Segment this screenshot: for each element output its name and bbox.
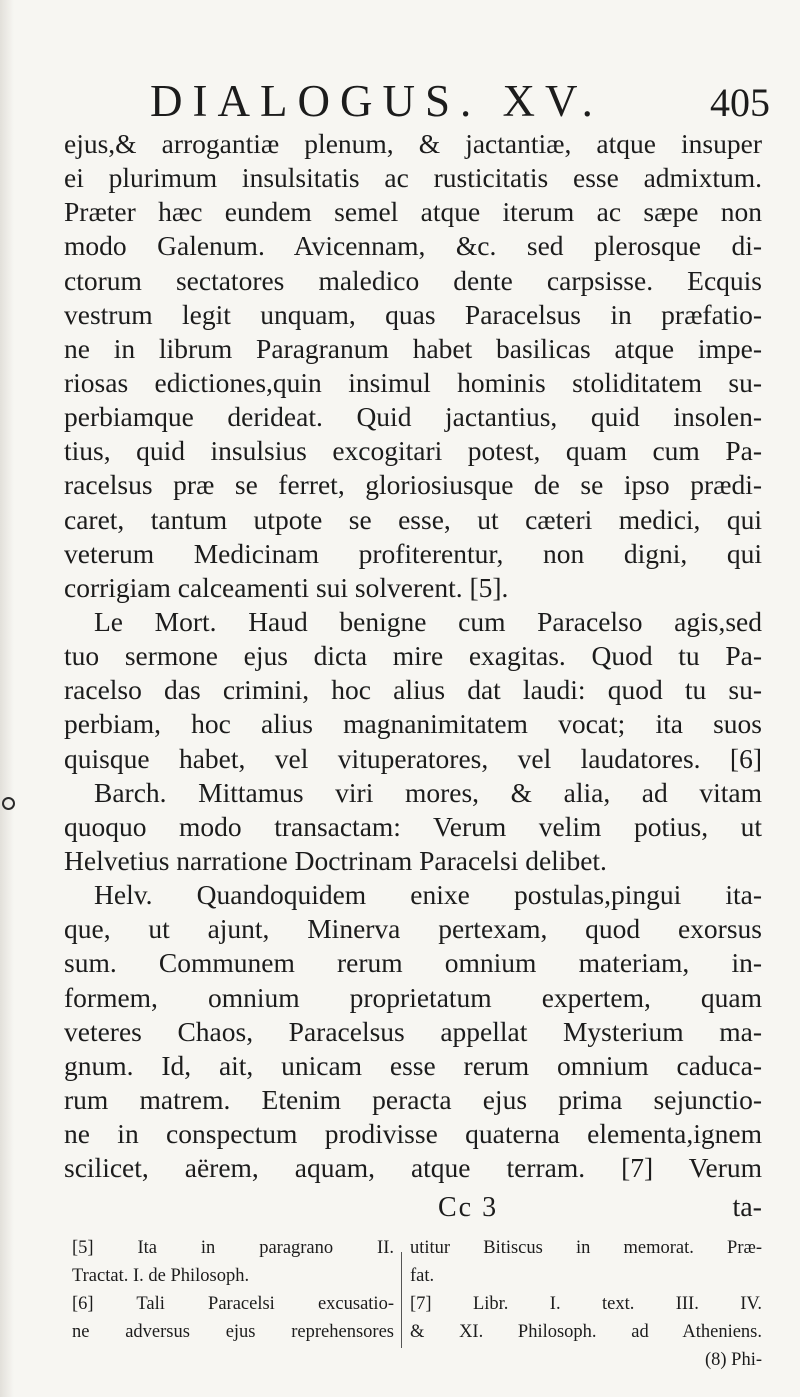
text-line: riosas edictiones,quin insimul hominis stoliditatem su- <box>64 366 762 398</box>
text-line: tius, quid insulsius excogitari potest, quam cum Pa- <box>64 435 762 467</box>
footnote-line: Tractat. I. de Philosoph. <box>72 1266 250 1286</box>
text-line: rum matrem. Etenim peracta ejus prima sejunctio- <box>64 1083 762 1115</box>
footnotes-right-column <box>410 1234 762 1374</box>
text-line: Helvetius narratione Doctrinam Paracelsi delibet. <box>64 844 607 876</box>
page-gutter-shadow <box>0 0 14 1397</box>
footnote-catchword: (8) Phi- <box>704 1350 762 1370</box>
catchword: ta- <box>732 1192 762 1223</box>
text-line: sum. Communem rerum omnium materiam, in- <box>64 947 762 979</box>
footnote-line: utitur Bitiscus in memorat. Præ- <box>410 1238 762 1258</box>
running-title: DIALOGUS. XV. <box>150 76 603 126</box>
footnote-line: [6] Tali Paracelsi excusatio- <box>72 1294 394 1314</box>
text-line: corrigiam calceamenti sui solverent. [5]. <box>64 571 509 603</box>
text-line: scilicet, aërem, aquam, atque terram. [7] Verum <box>64 1152 762 1184</box>
text-line: perbiamque derideat. Quid jactantius, quid insolen- <box>64 401 762 433</box>
paragraph-start-line: Barch. Mittamus viri mores, & alia, ad vitam <box>94 776 762 808</box>
text-line: ejus,& arrogantiæ plenum, & jactantiæ, atque insuper <box>64 128 762 159</box>
text-line: tuo sermone ejus dicta mire exagitas. Quod tu Pa- <box>64 640 762 672</box>
paragraph-start-line: Le Mort. Haud benigne cum Paracelso agis,sed <box>94 605 762 637</box>
signature-mark: Cc 3 <box>438 1192 499 1223</box>
signature-line <box>64 1192 762 1226</box>
footnotes-left-column <box>72 1234 394 1346</box>
margin-mark-dot <box>2 797 15 810</box>
text-line: gnum. Id, ait, unicam esse rerum omnium caduca- <box>64 1049 762 1081</box>
text-line: perbiam, hoc alius magnanimitatem vocat; ita suos <box>64 708 762 740</box>
footnotes <box>72 1234 762 1374</box>
text-line: racelsus præ se ferret, gloriosiusque de se ipso prædi- <box>64 469 762 501</box>
text-line: vestrum legit unquam, quas Paracelsus in præfatio- <box>64 298 762 330</box>
text-line: veteres Chaos, Paracelsus appellat Mysterium ma- <box>64 1015 762 1047</box>
text-line: ei plurimum insulsitatis ac rusticitatis esse admixtum. <box>64 162 762 194</box>
page-number: 405 <box>710 80 770 125</box>
text-line: que, ut ajunt, Minerva pertexam, quod exorsus <box>64 913 762 945</box>
text-line: ctorum sectatores maledico dente carpsisse. Ecquis <box>64 264 762 296</box>
page-header <box>150 75 770 125</box>
footnote-line: & XI. Philosoph. ad Atheniens. <box>410 1322 762 1342</box>
text-line: Præter hæc eundem semel atque iterum ac sæpe non <box>64 196 762 228</box>
footnote-line: [7] Libr. I. text. III. IV. <box>410 1294 762 1314</box>
text-line: ne in conspectum prodivisse quaterna elementa,ignem <box>64 1118 762 1150</box>
text-line: modo Galenum. Avicennam, &c. sed plerosque di- <box>64 230 762 262</box>
paragraph-start-line: Helv. Quandoquidem enixe postulas,pingui ita- <box>94 879 762 911</box>
text-line: quoquo modo transactam: Verum velim potius, ut <box>64 810 762 842</box>
text-line: quisque habet, vel vituperatores, vel laudatores. [6] <box>64 742 762 774</box>
text-line: racelso das crimini, hoc alius dat laudi: quod tu su- <box>64 674 762 706</box>
footnote-line: [5] Ita in paragrano II. <box>72 1238 394 1258</box>
footnote-column-divider <box>401 1252 402 1348</box>
text-line: ne in librum Paragranum habet basilicas atque impe- <box>64 332 762 364</box>
footnote-line: ne adversus ejus reprehensores <box>72 1322 394 1342</box>
text-line: formem, omnium proprietatum expertem, quam <box>64 981 762 1013</box>
text-line: caret, tantum utpote se esse, ut cæteri medici, qui <box>64 503 762 535</box>
body-text <box>64 127 762 1185</box>
text-line: veterum Medicinam profiterentur, non digni, qui <box>64 537 762 569</box>
footnote-line: fat. <box>410 1266 435 1286</box>
